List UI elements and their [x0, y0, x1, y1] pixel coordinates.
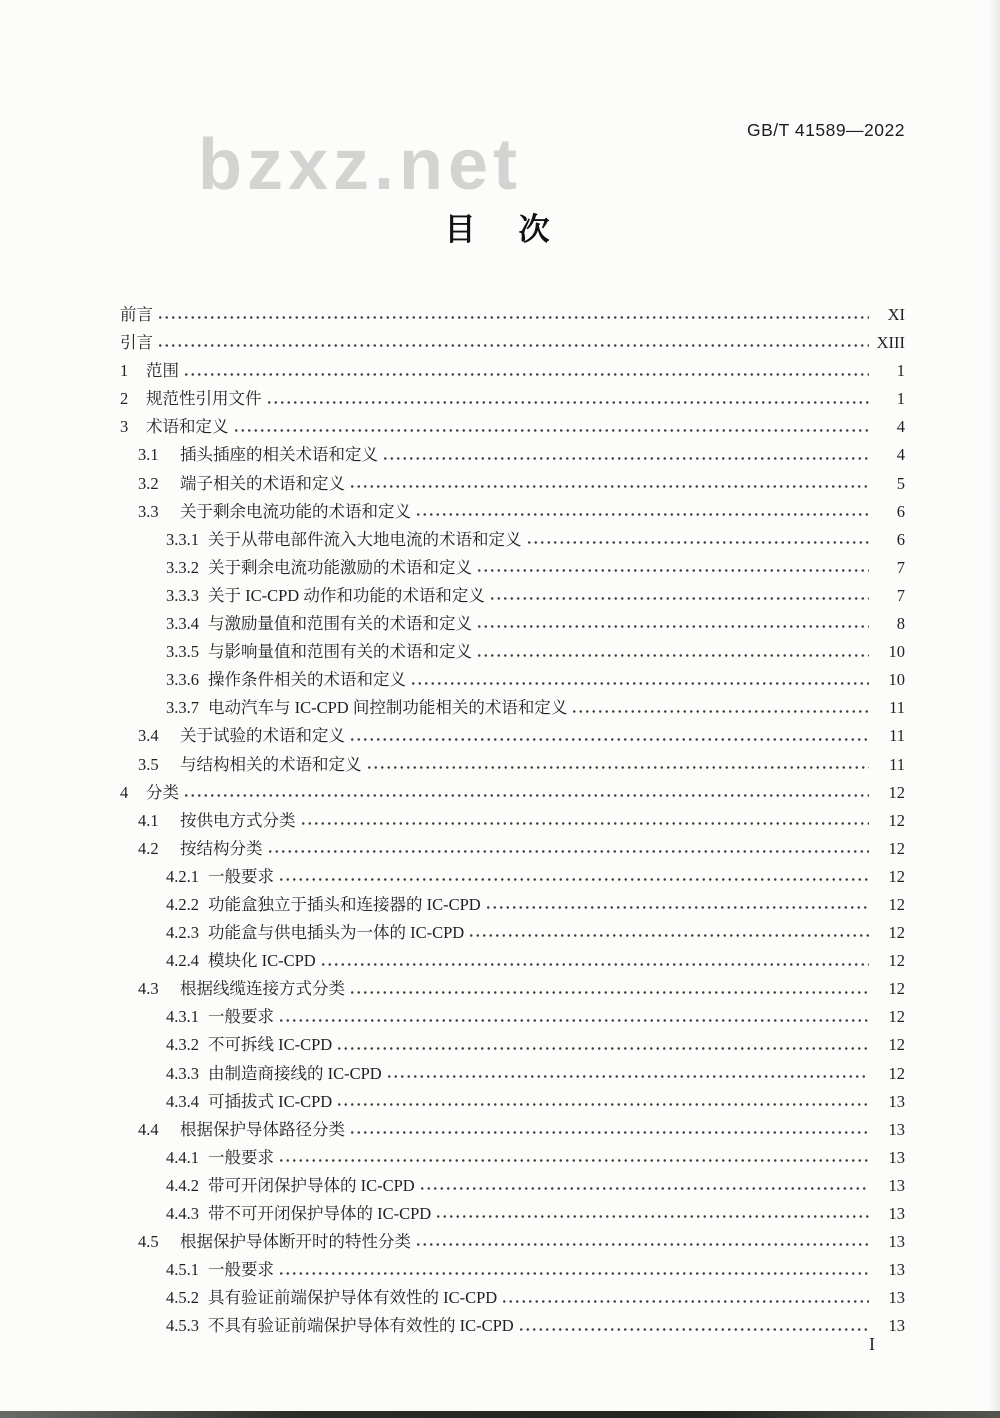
dot-leader [435, 1200, 869, 1228]
dot-leader [349, 722, 869, 750]
toc-entry-page: 13 [888, 1232, 905, 1252]
toc-entry-label: 分类 [146, 782, 179, 802]
toc-entry-label: 前言 [120, 305, 153, 324]
toc-entry [120, 1003, 905, 1031]
toc-entry [120, 1060, 905, 1088]
toc-entry [120, 891, 905, 919]
toc-entry-page: 7 [896, 557, 905, 577]
toc-entry-page: 12 [888, 782, 905, 802]
toc-entry-label: 规范性引用文件 [146, 389, 262, 409]
toc-entry-label: 插头插座的相关术语和定义 [180, 445, 378, 465]
toc-entry-page: 12 [888, 979, 905, 999]
toc-entry-label: 与结构相关的术语和定义 [180, 754, 362, 774]
toc-entry-number: 3.3.7 [166, 698, 199, 718]
toc-entry-label: 关于从带电部件流入大地电流的术语和定义 [208, 529, 522, 549]
dot-leader [349, 470, 869, 498]
toc-entry-page: 10 [888, 642, 905, 662]
toc-entry-label: 关于试验的术语和定义 [180, 726, 345, 746]
toc-entry-number: 3.3.6 [166, 670, 199, 690]
toc-entry-label: 关于剩余电流功能激励的术语和定义 [208, 557, 472, 577]
dot-leader [278, 1003, 869, 1031]
toc-entry-page: 13 [888, 1119, 905, 1139]
toc-entry [120, 441, 905, 469]
toc-entry-page: 12 [888, 923, 905, 943]
toc-entry-number: 3 [120, 417, 129, 437]
toc-entry-number: 4 [120, 782, 129, 802]
toc-entry-label: 根据保护导体断开时的特性分类 [180, 1232, 411, 1252]
toc-entry-page: 12 [888, 1007, 905, 1027]
toc-entry-page: 1 [896, 361, 905, 381]
toc-entry-label: 带可开闭保护导体的 IC-CPD [208, 1175, 415, 1195]
toc-entry-number: 3.2 [138, 473, 159, 493]
toc-entry-label: 功能盒与供电插头为一体的 IC-CPD [208, 923, 465, 943]
toc-entry-page: 1 [896, 389, 905, 409]
toc-entry-number: 3.3.5 [166, 642, 199, 662]
toc-list [120, 301, 905, 1340]
toc-entry-number: 4.5 [138, 1232, 159, 1252]
toc-entry [120, 1172, 905, 1200]
toc-entry [120, 385, 905, 413]
toc-entry-page: 4 [896, 417, 905, 437]
toc-entry [120, 582, 905, 610]
dot-leader [415, 1228, 869, 1256]
toc-entry-label: 关于剩余电流功能的术语和定义 [180, 501, 411, 521]
toc-entry-page: 12 [888, 810, 905, 830]
toc-entry-number: 3.3.4 [166, 614, 199, 634]
toc-entry [120, 779, 905, 807]
page-number: I [869, 1334, 875, 1354]
dot-leader [157, 329, 869, 357]
dot-leader [419, 1172, 869, 1200]
dot-leader [278, 1144, 869, 1172]
toc-entry-label: 术语和定义 [146, 417, 229, 437]
toc-entry-label: 按结构分类 [180, 838, 263, 858]
dot-leader [157, 301, 869, 329]
toc-entry-page: 13 [888, 1316, 905, 1336]
dot-leader [468, 919, 869, 947]
toc-entry-page: 5 [896, 473, 905, 493]
toc-entry-label: 一般要求 [208, 866, 274, 886]
dot-leader [336, 1031, 869, 1059]
toc-entry-number: 1 [120, 361, 129, 381]
dot-leader [183, 779, 869, 807]
toc-entry-label: 范围 [146, 361, 179, 381]
toc-entry [120, 554, 905, 582]
dot-leader [476, 638, 869, 666]
toc-entry-label: 功能盒独立于插头和连接器的 IC-CPD [208, 894, 481, 914]
toc-entry [120, 1031, 905, 1059]
dot-leader [320, 947, 869, 975]
toc-entry-number: 3.3.3 [166, 585, 199, 605]
dot-leader [415, 498, 869, 526]
toc-entry-label: 一般要求 [208, 1007, 274, 1027]
toc-entry [120, 975, 905, 1003]
toc-entry [120, 1116, 905, 1144]
toc-entry-label: 根据保护导体路径分类 [180, 1119, 345, 1139]
toc-entry-page: XIII [876, 333, 905, 353]
toc-entry-label: 端子相关的术语和定义 [180, 473, 345, 493]
toc-entry-number: 3.1 [138, 445, 159, 465]
dot-leader [183, 357, 869, 385]
toc-entry-page: 11 [889, 698, 905, 718]
dot-leader [336, 1088, 869, 1116]
toc-entry [120, 498, 905, 526]
toc-entry-number: 3.5 [138, 754, 159, 774]
dot-leader [349, 975, 869, 1003]
dot-leader [366, 751, 870, 779]
dot-leader [382, 441, 869, 469]
toc-entry-number: 4.4 [138, 1119, 159, 1139]
toc-entry [120, 301, 905, 329]
toc-entry-label: 电动汽车与 IC-CPD 间控制功能相关的术语和定义 [208, 698, 568, 718]
toc-entry-page: 6 [896, 501, 905, 521]
dot-leader [501, 1284, 869, 1312]
toc-entry-page: 11 [889, 754, 905, 774]
toc-entry-number: 4.2 [138, 838, 159, 858]
toc-entry-label: 一般要求 [208, 1260, 274, 1280]
toc-entry-label: 可插拔式 IC-CPD [208, 1091, 333, 1111]
toc-entry-number: 4.3.2 [166, 1035, 199, 1055]
toc-entry-page: 6 [896, 529, 905, 549]
toc-entry-number: 3.4 [138, 726, 159, 746]
dot-leader [410, 666, 869, 694]
toc-entry-number: 3.3 [138, 501, 159, 521]
toc-entry-page: 12 [888, 1035, 905, 1055]
toc-entry-number: 4.1 [138, 810, 159, 830]
toc-entry-number: 4.3.3 [166, 1063, 199, 1083]
dot-leader [485, 891, 869, 919]
toc-entry [120, 722, 905, 750]
toc-entry-number: 4.2.2 [166, 894, 199, 914]
dot-leader [278, 1256, 869, 1284]
scan-edge-bottom [0, 1411, 1000, 1418]
dot-leader [266, 385, 870, 413]
toc-entry-page: 13 [888, 1204, 905, 1223]
toc-entry [120, 1284, 905, 1312]
toc-entry-page: 13 [888, 1288, 905, 1308]
toc-entry [120, 413, 905, 441]
toc-entry [120, 1200, 905, 1228]
dot-leader [267, 835, 870, 863]
toc-entry-page: 8 [896, 614, 905, 634]
toc-entry-label: 按供电方式分类 [180, 810, 296, 830]
toc-entry [120, 1228, 905, 1256]
toc-entry-number: 4.3.4 [166, 1091, 199, 1111]
toc-entry [120, 470, 905, 498]
toc-entry-number: 4.4.3 [166, 1204, 199, 1223]
toc-entry-label: 不具有验证前端保护导体有效性的 IC-CPD [208, 1316, 514, 1336]
toc-entry-number: 4.2.4 [166, 951, 199, 971]
toc-entry [120, 1256, 905, 1284]
toc-entry-label: 带不可开闭保护导体的 IC-CPD [208, 1204, 432, 1223]
dot-leader [233, 413, 870, 441]
toc-entry-page: 13 [888, 1147, 905, 1167]
toc-entry [120, 666, 905, 694]
toc-entry-page: 4 [896, 445, 905, 465]
toc-entry [120, 835, 905, 863]
toc-entry [120, 1312, 905, 1340]
toc-entry-label: 与影响量值和范围有关的术语和定义 [208, 642, 472, 662]
dot-leader [300, 807, 870, 835]
dot-leader [518, 1312, 869, 1340]
toc-entry-page: 13 [888, 1260, 905, 1280]
watermark: bzxz.net [198, 125, 523, 205]
toc-entry [120, 526, 905, 554]
dot-leader [278, 863, 869, 891]
toc-entry [120, 919, 905, 947]
toc-entry [120, 329, 905, 357]
toc-entry-page: 12 [888, 1063, 905, 1083]
toc-entry-number: 4.4.1 [166, 1147, 199, 1167]
toc-entry-page: 10 [888, 670, 905, 690]
dot-leader [571, 694, 869, 722]
toc-entry-number: 3.3.2 [166, 557, 199, 577]
toc-entry-number: 4.5.3 [166, 1316, 199, 1336]
dot-leader [349, 1116, 869, 1144]
dot-leader [489, 582, 869, 610]
toc-entry-number: 4.3.1 [166, 1007, 199, 1027]
toc-entry [120, 1144, 905, 1172]
toc-entry [120, 610, 905, 638]
toc-entry-number: 4.2.1 [166, 866, 199, 886]
toc-entry-label: 根据线缆连接方式分类 [180, 979, 345, 999]
page-title: 目 次 [444, 212, 556, 247]
toc-entry-page: 12 [888, 866, 905, 886]
toc-entry [120, 694, 905, 722]
toc-entry-label: 不可拆线 IC-CPD [208, 1035, 333, 1055]
toc-entry-label: 与激励量值和范围有关的术语和定义 [208, 614, 472, 634]
toc-entry [120, 947, 905, 975]
toc-entry-page: 13 [888, 1091, 905, 1111]
toc-entry-number: 4.5.2 [166, 1288, 199, 1308]
dot-leader [476, 610, 869, 638]
toc-entry [120, 751, 905, 779]
toc-entry-page: 13 [888, 1175, 905, 1195]
toc-entry-page: 11 [889, 726, 905, 746]
toc-entry-label: 模块化 IC-CPD [208, 951, 316, 971]
toc-entry-label: 一般要求 [208, 1147, 274, 1167]
toc-entry-number: 4.5.1 [166, 1260, 199, 1280]
toc-entry [120, 863, 905, 891]
toc-entry-label: 引言 [120, 333, 153, 353]
toc-entry-label: 关于 IC-CPD 动作和功能的术语和定义 [208, 585, 485, 605]
toc-entry-number: 4.3 [138, 979, 159, 999]
toc-entry-number: 2 [120, 389, 129, 409]
toc-entry-page: XI [887, 305, 905, 324]
toc-entry-label: 由制造商接线的 IC-CPD [208, 1063, 382, 1083]
dot-leader [476, 554, 869, 582]
toc-entry-page: 12 [888, 951, 905, 971]
dot-leader [526, 526, 870, 554]
toc-entry [120, 1088, 905, 1116]
toc-entry [120, 807, 905, 835]
toc-entry [120, 638, 905, 666]
toc-entry-number: 4.2.3 [166, 923, 199, 943]
toc-entry-label: 操作条件相关的术语和定义 [208, 670, 406, 690]
doc-code: GB/T 41589—2022 [747, 120, 905, 140]
toc-entry-label: 具有验证前端保护导体有效性的 IC-CPD [208, 1288, 498, 1308]
toc-entry-page: 12 [888, 838, 905, 858]
toc-entry [120, 357, 905, 385]
toc-entry-number: 4.4.2 [166, 1175, 199, 1195]
toc-entry-page: 7 [896, 585, 905, 605]
dot-leader [386, 1060, 869, 1088]
toc-entry-number: 3.3.1 [166, 529, 199, 549]
toc-entry-page: 12 [888, 894, 905, 914]
